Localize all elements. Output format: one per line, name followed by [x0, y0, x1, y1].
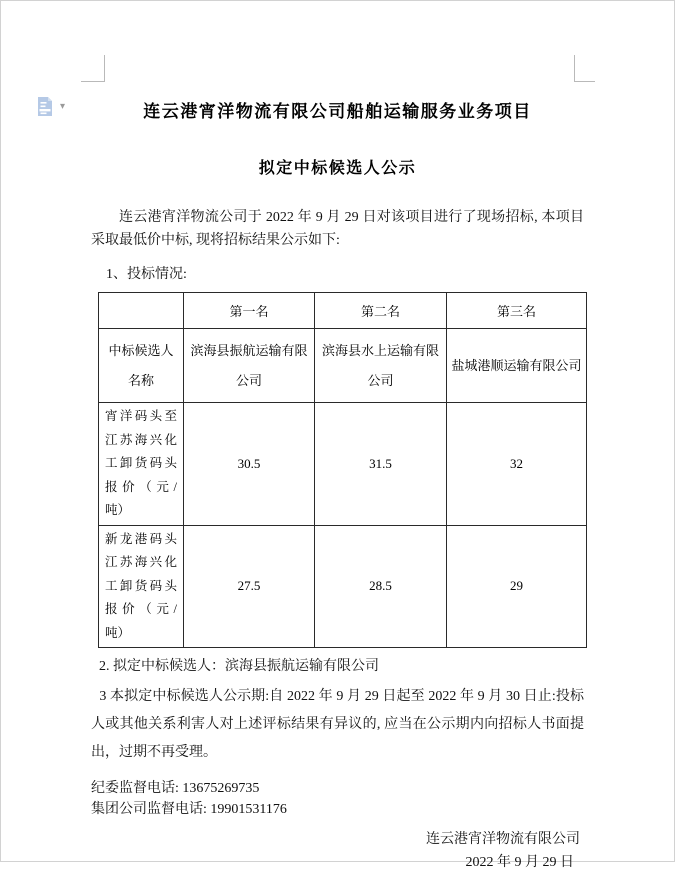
row-label-cell: 中标候选人名称	[99, 329, 184, 403]
intro-paragraph: 连云港宵洋物流公司于 2022 年 9 月 29 日对该项目进行了现场招标, 本项目采取最低价中标, 现将招标结果公示如下:	[91, 210, 584, 248]
table-cell: 滨海县水上运输有限公司	[315, 329, 447, 403]
para-2-candidate: 2. 拟定中标候选人：滨海县振航运输有限公司	[99, 659, 379, 674]
row-label-cell: 新龙港码头江苏海兴化工卸货码头报价（元/吨）	[99, 525, 184, 648]
signature-company: 连云港宵洋物流有限公司	[426, 832, 580, 847]
row-label-cell: 宵洋码头至江苏海兴化工卸货码头报价（元/吨）	[99, 403, 184, 526]
table-row	[99, 403, 587, 526]
dropdown-caret-icon[interactable]: ▾	[60, 100, 66, 112]
table-header-cell: 第一名	[184, 293, 315, 329]
table-cell: 盐城港顺运输有限公司	[447, 329, 587, 403]
table-cell: 滨海县振航运输有限公司	[184, 329, 315, 403]
table-cell: 27.5	[184, 525, 315, 648]
document-subtitle: 拟定中标候选人公示	[258, 160, 417, 177]
phone-line-discipline: 纪委监督电话: 13675269735	[91, 781, 260, 796]
table-header-row	[99, 293, 587, 329]
section-1-label: 1、投标情况:	[106, 267, 187, 282]
table-cell: 32	[447, 403, 587, 526]
table-header-cell: 第二名	[315, 293, 447, 329]
document-title: 连云港宵洋物流有限公司船舶运输服务业务项目	[143, 102, 532, 121]
table-row	[99, 525, 587, 648]
para-3-publicity-period: 3 本拟定中标候选人公示期:自 2022 年 9 月 29 日起至 2022 年 9 月 30 日止:投标人或其他关系利害人对上述评标结果有异议的, 应当在公示期内向招标人书面提出，过期不再受理。	[91, 689, 584, 760]
table-header-cell: 第三名	[447, 293, 587, 329]
phone-line-group: 集团公司监督电话: 19901531176	[91, 802, 287, 817]
table-cell: 31.5	[315, 403, 447, 526]
table-cell: 29	[447, 525, 587, 648]
table-cell: 30.5	[184, 403, 315, 526]
signature-block	[91, 828, 584, 874]
table-row	[99, 329, 587, 403]
table-header-cell	[99, 293, 184, 329]
table-cell: 28.5	[315, 525, 447, 648]
document-content	[1, 1, 674, 874]
bid-results-table	[98, 292, 587, 648]
signature-date: 2022 年 9 月 29 日	[465, 855, 574, 870]
